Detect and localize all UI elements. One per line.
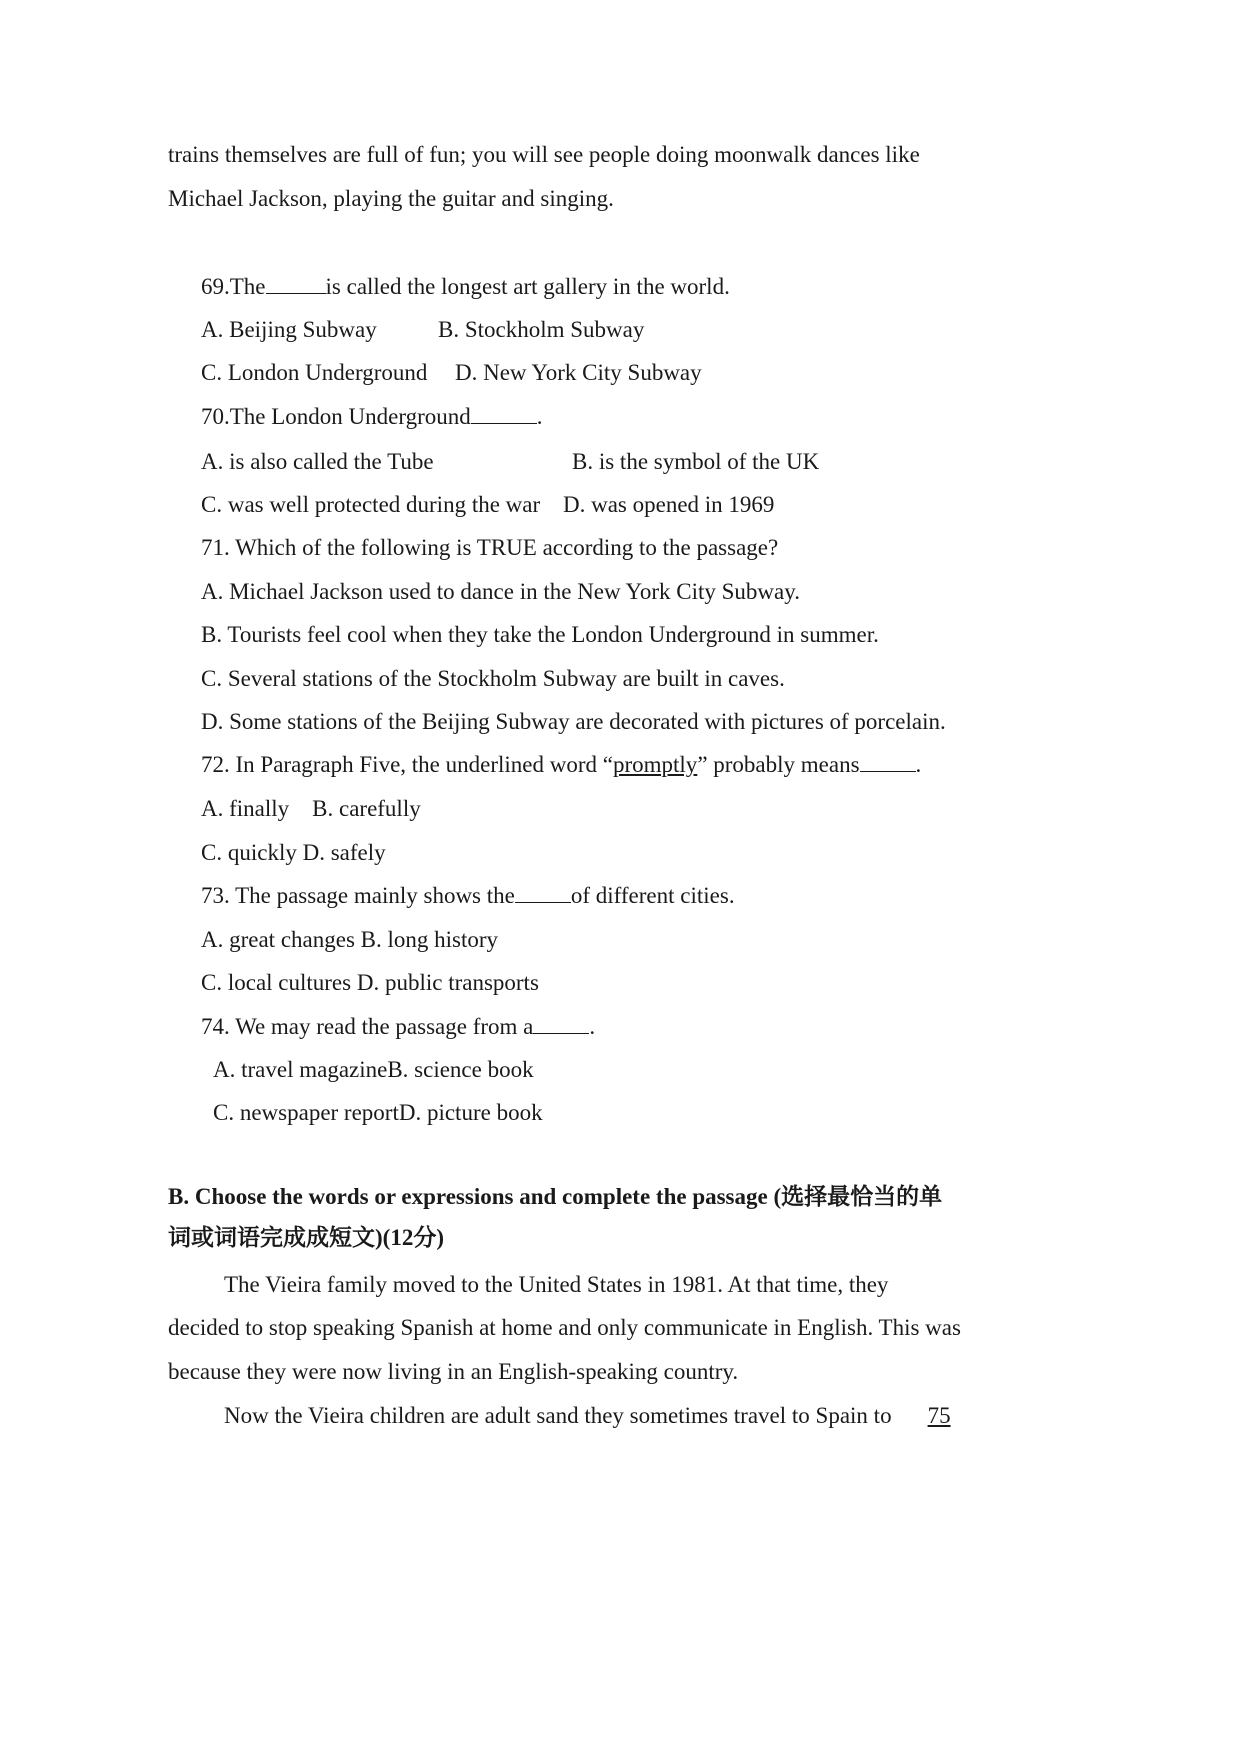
options-ab: A. travel magazineB. science book — [213, 1057, 534, 1082]
blank-number-75: 75 — [927, 1403, 951, 1428]
answer-blank — [266, 273, 326, 294]
option-d: D. Some stations of the Beijing Subway are decorated with pictures of porcelain. — [201, 709, 946, 734]
question-stem: 70.The London Underground — [201, 404, 471, 429]
question-stem: 74. We may read the passage from a — [201, 1014, 534, 1039]
passage-line: decided to stop speaking Spanish at home and only communicate in English. This was — [168, 1315, 961, 1340]
question-stem: . — [589, 1014, 596, 1039]
question-73 — [201, 881, 735, 911]
question-stem: ” probably means — [697, 752, 860, 777]
passage-line: because they were now living in an English-speaking country. — [168, 1359, 739, 1384]
passage-line: trains themselves are full of fun; you will see people doing moonwalk dances like — [168, 142, 920, 167]
passage-line — [224, 1401, 951, 1431]
section-heading: B. Choose the words or expressions and complete the passage (选择最恰当的单 — [168, 1184, 943, 1209]
question-70 — [201, 402, 543, 432]
question-69 — [201, 272, 730, 302]
option-b: B. is the symbol of the UK — [572, 449, 820, 474]
answer-blank — [860, 751, 916, 772]
question-stem: of different cities. — [570, 883, 735, 908]
option-d: D. was opened in 1969 — [563, 492, 775, 517]
option-b: B. Stockholm Subway — [438, 317, 645, 342]
passage-line: The Vieira family moved to the United States in 1981. At that time, they — [224, 1272, 889, 1297]
passage-line: Michael Jackson, playing the guitar and singing. — [168, 186, 614, 211]
option-a: A. Beijing Subway — [201, 317, 377, 342]
options-ab: A. finally B. carefully — [201, 796, 421, 821]
question-stem: . — [536, 404, 543, 429]
options-cd: C. newspaper reportD. picture book — [213, 1100, 543, 1125]
option-a: A. Michael Jackson used to dance in the New York City Subway. — [201, 579, 800, 604]
answer-blank — [515, 882, 571, 903]
options-ab: A. great changes B. long history — [201, 927, 499, 952]
passage-text: Now the Vieira children are adult sand they sometimes travel to Spain to — [224, 1403, 892, 1428]
option-c: C. Several stations of the Stockholm Subway are built in caves. — [201, 666, 785, 691]
question-72 — [201, 750, 921, 780]
question-71: 71. Which of the following is TRUE according to the passage? — [201, 535, 779, 560]
question-stem: 72. In Paragraph Five, the underlined word “ — [201, 752, 613, 777]
option-d: D. New York City Subway — [455, 360, 702, 385]
option-b: B. Tourists feel cool when they take the London Underground in summer. — [201, 622, 879, 647]
question-stem: is called the longest art gallery in the world. — [325, 274, 730, 299]
option-c: C. London Underground — [201, 360, 428, 385]
question-stem: . — [915, 752, 922, 777]
options-cd: C. quickly D. safely — [201, 840, 386, 865]
options-cd: C. local cultures D. public transports — [201, 970, 539, 995]
option-c: C. was well protected during the war — [201, 492, 541, 517]
answer-blank — [471, 403, 537, 424]
question-74 — [201, 1012, 595, 1042]
underlined-word: promptly — [612, 752, 698, 777]
option-a: A. is also called the Tube — [201, 449, 434, 474]
section-heading: 词或词语完成成短文)(12分) — [168, 1225, 444, 1250]
question-stem: 73. The passage mainly shows the — [201, 883, 515, 908]
question-stem: 69.The — [201, 274, 266, 299]
answer-blank — [533, 1013, 589, 1034]
